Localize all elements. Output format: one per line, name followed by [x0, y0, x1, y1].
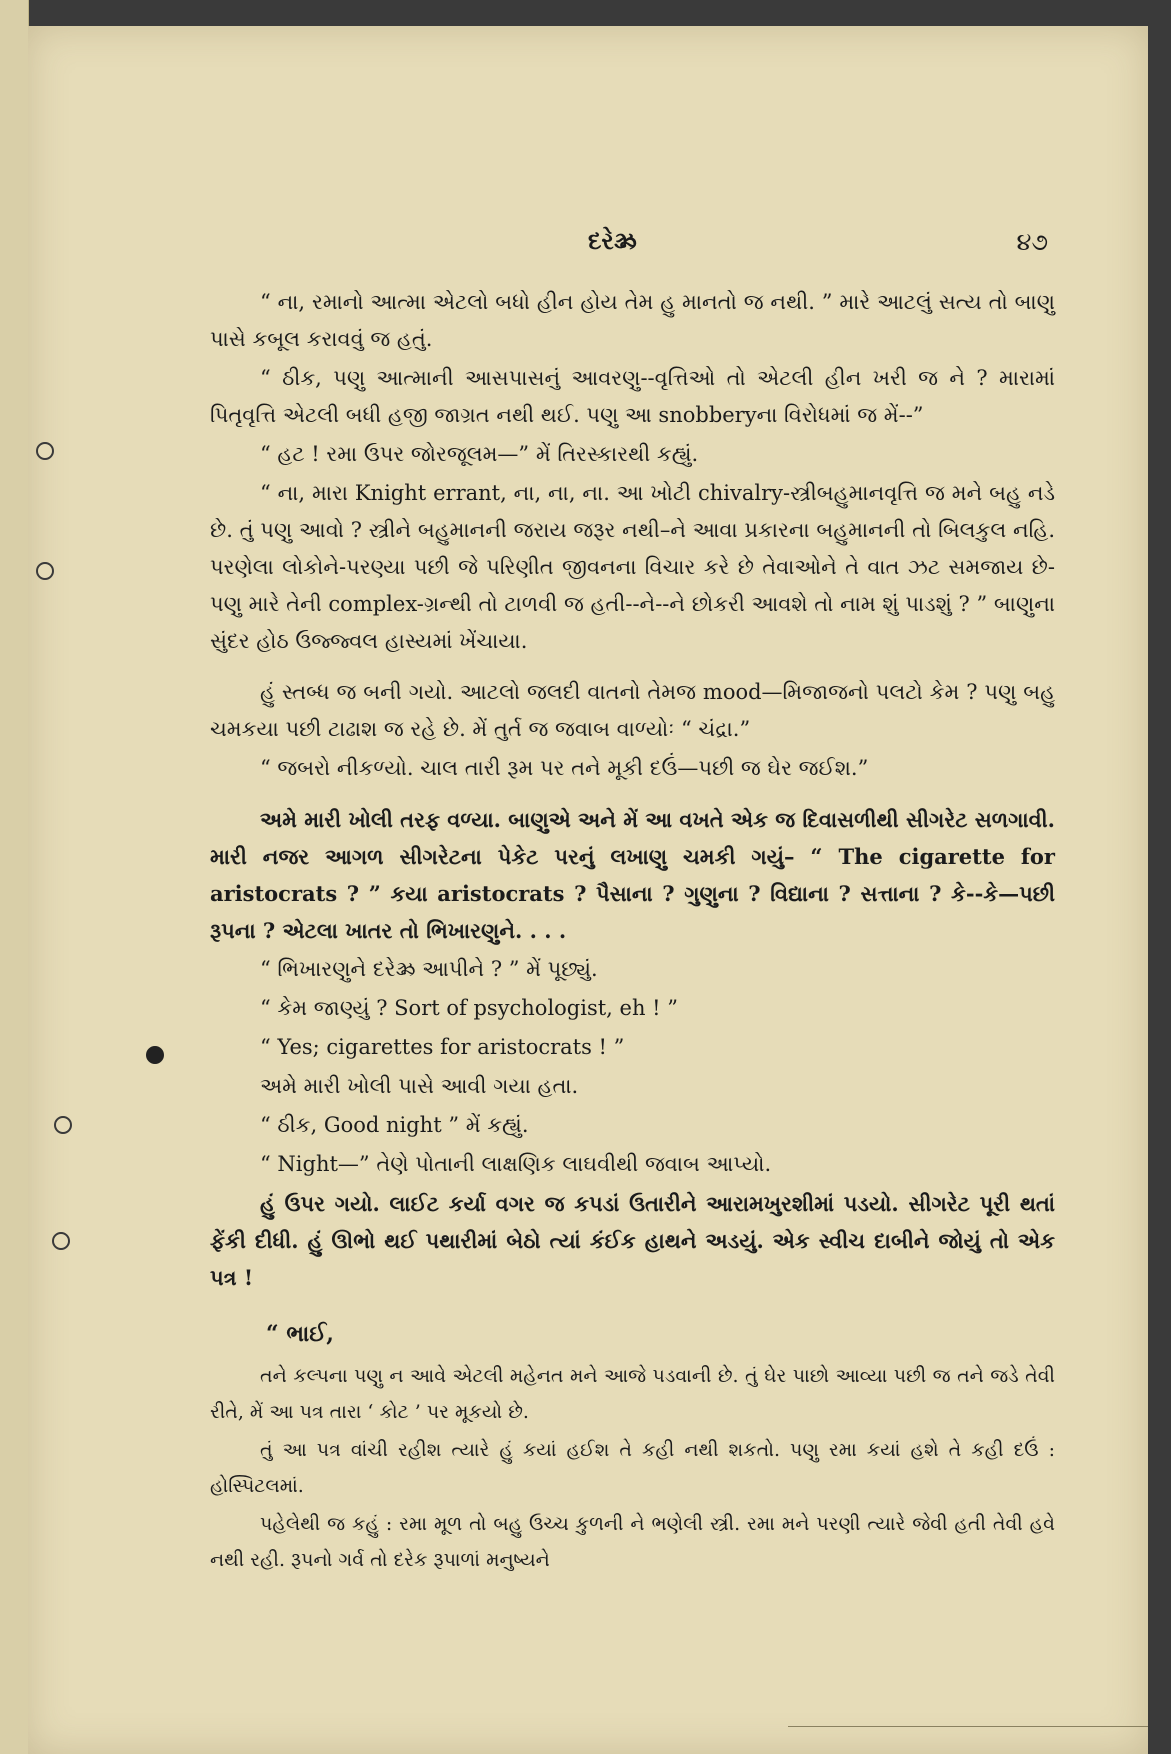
- paragraph: “ ના, મારા Knight errant, ના, ના, ના. આ ખોટી chivalry-સ્ત્રીબહુમાનવૃત્તિ જ મને બહુ નડે છે. તું પણુ આવો ? સ્ત્રીને બહુમાનની જરાય જરૂર નથી–ને આવા પ્રકારના બહુમાનની તો બિલકુલ નહિ. પરણેલા લોકોને-પરણ્યા પછી જે પરિણીત જીવનના વિચાર કરે છે તેવાઓને તે વાત ઝટ સમજાય છે-પણુ મારે તેની complex-ગ્રન્થી તો ટાળવી જ હતી--ને--ને છોકરી આવશે તો નામ શું પાડશું ? ” બાણુના સુંદર હોઠ ઉજ્જ્વલ હાસ્યમાં ખેંચાયા.: [210, 481, 1055, 653]
- paragraph: “ હટ ! રમા ઉપર જોરજૂલમ—” મેં તિરસ્કારથી કહ્યું.: [260, 442, 699, 466]
- page-binding-edge: [0, 0, 29, 1754]
- paragraph: “ ના, રમાનો આત્મા એટલો બધો હીન હોય તેમ હુ માનતો જ નથી. ” મારે આટલું સત્ય તો બાણુ પાસે કબૂલ કરાવવું જ હતું.: [210, 290, 1055, 351]
- letter-paragraph: તું આ પત્ર વાંચી રહીશ ત્યારે હું કયાં હઈશ તે કહી નથી શકતો. પણુ રમા કયાં હશે તે કહી દઉં : હોસ્પિટલમાં.: [210, 1439, 1055, 1497]
- paragraph: અમે મારી ખોલી પાસે આવી ગયા હતા.: [260, 1074, 579, 1098]
- paragraph: “ ભિખારણુને દરેઝ્રૂ આપીને ? ” મેં પૂછ્યું.: [260, 957, 598, 981]
- book-page: [28, 26, 1148, 1754]
- binding-hole: [36, 562, 54, 580]
- binding-hole: [54, 1116, 72, 1134]
- binding-hole: [146, 1046, 164, 1064]
- paragraph: “ ઠીક, પણુ આત્માની આસપાસનું આવરણુ--વૃત્તિઓ તો એટલી હીન ખરી જ ને ? મારામાં પિતૃવૃત્તિ એટલી બધી હજી જાગ્રત નથી થઈ. પણુ આ snobberyના વિરોધમાં જ મેં--”: [210, 366, 1055, 427]
- paragraph: હું સ્તબ્ધ જ બની ગયો. આટલો જલદી વાતનો તેમજ mood—મિજાજનો પલટો કેમ ? પણુ બહુ ચમકયા પછી ટાઢાશ જ રહે છે. મેં તુર્ત જ જવાબ વાળ્યોઃ “ ચંદ્રા.”: [210, 680, 1055, 741]
- bottom-rule: [788, 1726, 1148, 1727]
- paragraph: “ ઠીક, Good night ” મેં કહ્યું.: [260, 1113, 529, 1137]
- paragraph: “ Yes; cigarettes for aristocrats ! ”: [260, 1035, 625, 1059]
- page-number: ૪૭: [1016, 228, 1048, 256]
- paragraph: “ કેમ જાણ્યું ? Sort of psychologist, eh ! ”: [260, 996, 679, 1020]
- paragraph: અમે મારી ખોલી તરફ વળ્યા. બાણુએ અને મેં આ વખતે એક જ દિવાસળીથી સીગરેટ સળગાવી. મારી નજર આગળ સીગરેટના પેકેટ પરનું લખાણુ ચમકી ગયું– “ The cigarette for aristocrats ? ” કયા aristocrats ? પૈસાના ? ગુણુના ? વિદ્યાના ? સત્તાના ? કે--કે—પછી રૂપના ? એટલા ખાતર તો ભિખારણુને. . . .: [210, 807, 1055, 943]
- paragraph: “ Night—” તેણે પોતાની લાક્ષણિક લાઘવીથી જવાબ આપ્યો.: [260, 1152, 772, 1176]
- body-text: [210, 284, 1055, 1580]
- letter-paragraph: પહેલેથી જ કહું : રમા મૂળ તો બહુ ઉચ્ચ કુળની ને ભણેલી સ્ત્રી. રમા મને પરણી ત્યારે જેવી હતી તેવી હવે નથી રહી. રૂપનો ગર્વ તો દરેક રૂપાળાં મનુષ્યને: [210, 1513, 1055, 1571]
- paragraph: “ જબરો નીકળ્યો. ચાલ તારી રૂમ પર તને મૂકી દઉં—પછી જ ઘેર જઈશ.”: [260, 756, 869, 780]
- binding-hole: [52, 1232, 70, 1250]
- running-head: દરેઝ્રૂ: [588, 226, 637, 255]
- letter-greeting: “ ભાઈ,: [266, 1321, 334, 1347]
- letter-paragraph: તને કલ્પના પણુ ન આવે એટલી મહેનત મને આજે પડવાની છે. તું ઘેર પાછો આવ્યા પછી જ તને જડે તેવી રીતે, મેં આ પત્ર તારા ‘ કોટ ’ પર મૂકયો છે.: [210, 1365, 1055, 1423]
- binding-hole: [36, 442, 54, 460]
- paragraph: હું ઉપર ગયો. લાઈટ કર્યા વગર જ કપડાં ઉતારીને આરામખુરશીમાં પડયો. સીગરેટ પૂરી થતાં ફેંકી દીધી. હું ઊભો થઈ પથારીમાં બેઠો ત્યાં કંઈક હાથને અડયું. એક સ્વીચ દાબીને જોયું તો એક પત્ર !: [210, 1191, 1055, 1290]
